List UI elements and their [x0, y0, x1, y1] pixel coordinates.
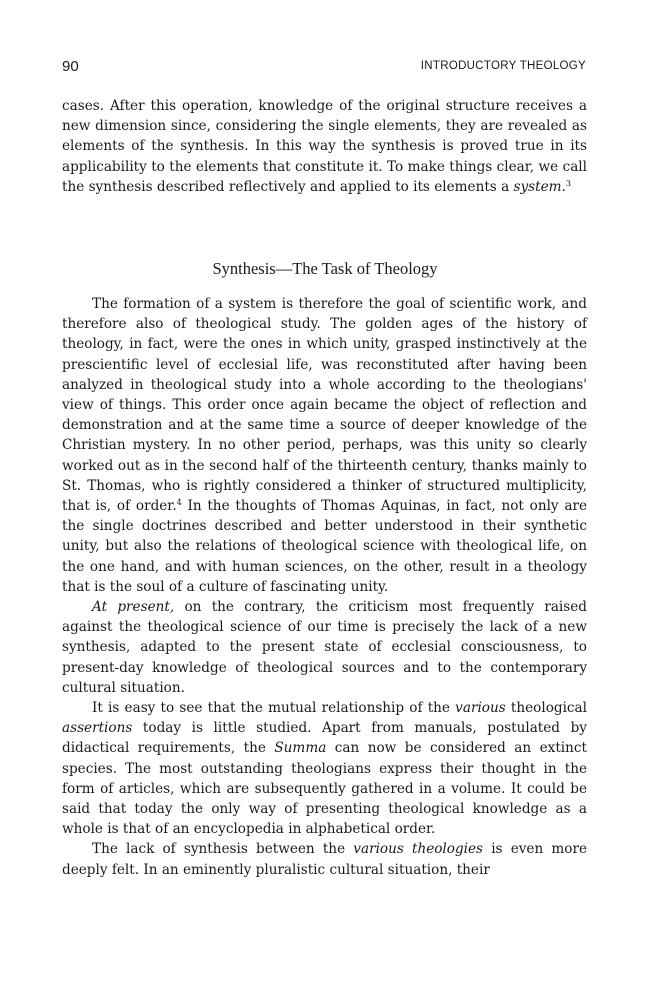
section-heading: Synthesis—The Task of Theology: [212, 259, 438, 278]
intro-italic-term: system.: [513, 178, 566, 195]
paragraph-italic: various: [455, 700, 506, 717]
paragraph-text: It is easy to see that the mutual relationship of the: [92, 700, 456, 717]
running-head: INTRODUCTORY THEOLOGY: [420, 60, 586, 72]
paragraph-text: on the contrary, the criticism most frequently raised against the theological science of our time is precisely the lack of a new synthesis, adapted to the present state of ecclesial consciousness, to present-day knowledge of theological sources and to the contemporary cultural situation.: [62, 599, 587, 696]
intro-paragraph: [62, 96, 587, 197]
paragraph-text: In the thoughts of Thomas Aquinas, in fact, not only are the single doctrines described and better understood in their synthetic unity, but also the relations of theological science with theological life, on the one hand, and with human sciences, on the other, result in a theology that is the soul of a culture of fascinating unity.: [62, 498, 587, 595]
page-number: 90: [62, 58, 79, 75]
paragraph-text: is even more deeply felt. In an eminently pluralistic cultural situation, their: [62, 841, 587, 878]
paragraph-at-present: [62, 597, 587, 698]
paragraph-text: The formation of a system is therefore the goal of scientific work, and therefore also of theological study. The golden ages of the history of theology, in fact, were the ones in which unity, grasped instinctively at the prescientific level of ecclesial life, was reconstituted after having been analyzed in theological study into a whole according to the theologians' view of things. This order once again became the object of reflection and demonstration and at the same time a source of deeper knowledge of the Christian mystery. In no other period, perhaps, was this unity so clearly worked out as in the second half of the thirteenth century, thanks mainly to St. Thomas, who is rightly considered a thinker of structured multiplicity, that is, of order.: [62, 296, 587, 515]
main-text-block: [62, 294, 587, 880]
paragraph-text: can now be considered an extinct species. The most outstanding theologians express their thought in the form of articles, which are subsequently gathered in a volume. It could be said that today the only way of presenting theological knowledge as a whole is that of an encyclopedia in alphabetical order.: [62, 740, 587, 838]
footnote-ref-3: 3: [565, 178, 571, 188]
paragraph-lack-of-synthesis: [62, 839, 587, 879]
paragraph-text: theological: [505, 700, 587, 717]
intro-text: cases. After this operation, knowledge of the original structure receives a new dimension since, considering the single elements, they are revealed as elements of the synthesis. In this way the synthesis is proved true in its applicability to the elements that constitute it. To make things clear, we call the synthesis described reflectively and applied to its elements a: [62, 98, 587, 195]
paragraph-mutual-relationship: [62, 698, 587, 839]
paragraph-italic: assertions: [62, 720, 133, 737]
paragraph-text: today is little studied. Apart from manuals, postulated by didactical requirements, the: [62, 720, 587, 757]
paragraph-text: The lack of synthesis between the: [92, 841, 354, 858]
paragraph-italic: various theologies: [353, 841, 484, 858]
intro-paragraph-block: [62, 96, 587, 197]
paragraph-formation: [62, 294, 587, 597]
page-header: [62, 58, 586, 80]
footnote-ref-4: 4: [176, 498, 182, 508]
paragraph-italic: At present,: [92, 599, 175, 616]
paragraph-italic: Summa: [274, 740, 327, 757]
